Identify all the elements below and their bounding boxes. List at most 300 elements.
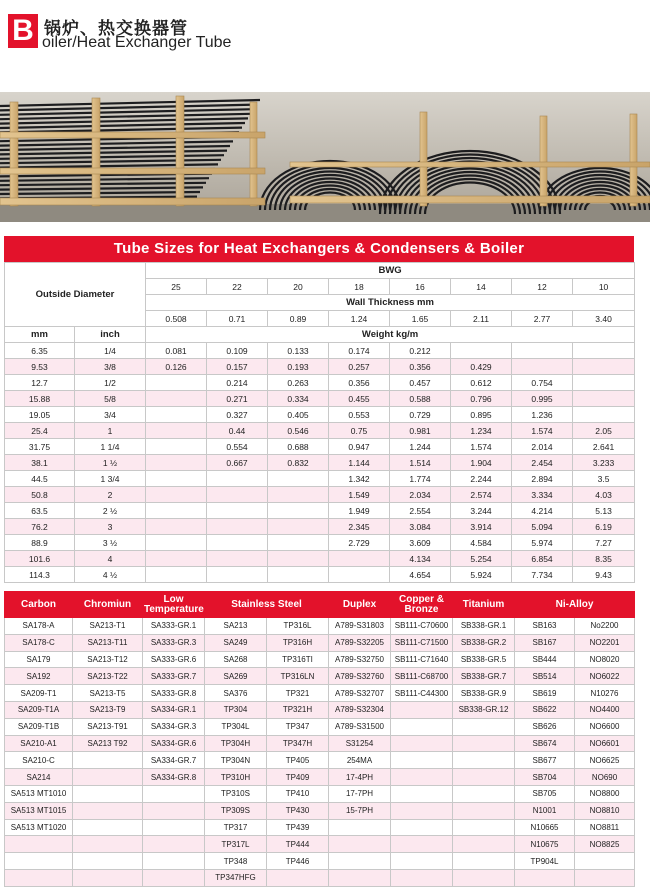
- weight-cell: 2.729: [329, 535, 390, 551]
- material-grade-cell: SB338-GR.1: [453, 618, 515, 635]
- material-grade-cell: SA210-C: [5, 752, 73, 769]
- diameter-mm: 15.88: [5, 391, 75, 407]
- material-grade-cell: SA213-T9: [73, 701, 143, 718]
- weight-cell: 0.981: [390, 423, 451, 439]
- weight-cell: 1.774: [390, 471, 451, 487]
- weight-cell: 2.554: [390, 503, 451, 519]
- weight-cell: 1.514: [390, 455, 451, 471]
- material-grade-cell: N10665: [515, 819, 575, 836]
- material-grade-cell: N10675: [515, 836, 575, 853]
- crate-beam: [0, 198, 265, 205]
- bwg-value: 25: [146, 279, 207, 295]
- material-grade-cell: TP317: [205, 819, 267, 836]
- mm-header: mm: [5, 327, 75, 343]
- material-grade-cell: SB338-GR.9: [453, 685, 515, 702]
- material-grade-cell: [453, 853, 515, 870]
- weight-cell: 1.144: [329, 455, 390, 471]
- material-grade-cell: NO4400: [575, 701, 635, 718]
- wall-thickness-value: 0.71: [207, 311, 268, 327]
- weight-cell: 0.832: [268, 455, 329, 471]
- weight-cell: 1.904: [451, 455, 512, 471]
- material-grade-cell: [391, 769, 453, 786]
- material-grade-cell: 17-4PH: [329, 769, 391, 786]
- weight-cell: 0.588: [390, 391, 451, 407]
- weight-cell: 0.157: [207, 359, 268, 375]
- material-grade-cell: NO6600: [575, 718, 635, 735]
- material-grade-cell: [5, 869, 73, 886]
- weight-cell: [451, 343, 512, 359]
- table-row: [5, 785, 635, 802]
- material-grade-cell: SA334-GR.1: [143, 701, 205, 718]
- weight-cell: 1.574: [512, 423, 573, 439]
- weight-cell: 4.03: [573, 487, 635, 503]
- material-grade-cell: [391, 735, 453, 752]
- weight-cell: 0.44: [207, 423, 268, 439]
- diameter-inch: 3: [75, 519, 146, 535]
- diameter-inch: 3/8: [75, 359, 146, 375]
- outside-diameter-header: Outside Diameter: [5, 263, 146, 327]
- material-grade-cell: SA214: [5, 769, 73, 786]
- weight-cell: 0.612: [451, 375, 512, 391]
- table-row: [5, 487, 635, 503]
- crate-post: [420, 112, 427, 206]
- weight-cell: [207, 471, 268, 487]
- material-grade-cell: SA178-C: [5, 634, 73, 651]
- material-grade-cell: TP317L: [205, 836, 267, 853]
- weight-cell: [146, 535, 207, 551]
- weight-cell: 0.995: [512, 391, 573, 407]
- bwg-value: 12: [512, 279, 573, 295]
- material-grade-cell: [453, 819, 515, 836]
- material-grade-cell: [267, 869, 329, 886]
- material-header: Stainless Steel: [205, 592, 329, 618]
- weight-cell: [573, 343, 635, 359]
- weight-cell: 1.342: [329, 471, 390, 487]
- weight-cell: 1.244: [390, 439, 451, 455]
- weight-cell: 8.35: [573, 551, 635, 567]
- material-grade-cell: TP316L: [267, 618, 329, 635]
- weight-cell: 0.796: [451, 391, 512, 407]
- material-grade-cell: NO6601: [575, 735, 635, 752]
- material-grade-cell: NO8825: [575, 836, 635, 853]
- weight-cell: [268, 471, 329, 487]
- weight-cell: 5.974: [512, 535, 573, 551]
- table-row: [5, 819, 635, 836]
- weight-cell: 5.094: [512, 519, 573, 535]
- material-grade-cell: NO8811: [575, 819, 635, 836]
- weight-cell: 0.429: [451, 359, 512, 375]
- table-row: [5, 423, 635, 439]
- diameter-inch: 3/4: [75, 407, 146, 423]
- material-grade-cell: TP310S: [205, 785, 267, 802]
- material-grade-cell: TP405: [267, 752, 329, 769]
- material-grade-cell: [453, 718, 515, 735]
- diameter-mm: 6.35: [5, 343, 75, 359]
- weight-cell: 0.257: [329, 359, 390, 375]
- material-grade-cell: NO6022: [575, 668, 635, 685]
- material-grade-cell: TP347HFG: [205, 869, 267, 886]
- material-header: Carbon: [5, 592, 73, 618]
- weight-cell: [146, 423, 207, 439]
- diameter-mm: 88.9: [5, 535, 75, 551]
- material-grade-cell: 254MA: [329, 752, 391, 769]
- weight-cell: 0.754: [512, 375, 573, 391]
- material-grade-cell: [5, 853, 73, 870]
- weight-cell: [146, 391, 207, 407]
- material-grade-cell: SB338-GR.12: [453, 701, 515, 718]
- material-grade-cell: A789-S32205: [329, 634, 391, 651]
- crate-beam: [0, 168, 265, 174]
- wall-thickness-header: Wall Thickness mm: [146, 295, 635, 311]
- material-grade-cell: [453, 869, 515, 886]
- weight-cell: 3.5: [573, 471, 635, 487]
- material-grade-cell: [453, 769, 515, 786]
- diameter-mm: 76.2: [5, 519, 75, 535]
- weight-cell: 3.084: [390, 519, 451, 535]
- material-grade-cell: TP321H: [267, 701, 329, 718]
- material-grade-cell: TP316LN: [267, 668, 329, 685]
- material-grade-cell: [143, 802, 205, 819]
- weight-cell: 1.236: [512, 407, 573, 423]
- wall-thickness-value: 2.77: [512, 311, 573, 327]
- material-grade-cell: [453, 785, 515, 802]
- material-grade-cell: [391, 802, 453, 819]
- material-grade-cell: No2200: [575, 618, 635, 635]
- material-grade-cell: A789-S31500: [329, 718, 391, 735]
- weight-cell: [207, 487, 268, 503]
- material-grade-cell: [391, 701, 453, 718]
- table-row: [5, 375, 635, 391]
- wall-thickness-value: 0.508: [146, 311, 207, 327]
- material-grade-cell: [453, 836, 515, 853]
- material-grade-cell: [73, 819, 143, 836]
- weight-cell: [329, 567, 390, 583]
- material-grade-cell: [73, 869, 143, 886]
- weight-cell: [146, 471, 207, 487]
- material-grade-cell: SB338-GR.2: [453, 634, 515, 651]
- material-grade-cell: SA213-T12: [73, 651, 143, 668]
- diameter-mm: 114.3: [5, 567, 75, 583]
- material-grade-cell: SA334-GR.7: [143, 752, 205, 769]
- crate-post: [250, 102, 257, 206]
- wall-thickness-value: 0.89: [268, 311, 329, 327]
- material-grade-cell: TP304: [205, 701, 267, 718]
- weight-cell: 2.345: [329, 519, 390, 535]
- diameter-mm: 31.75: [5, 439, 75, 455]
- diameter-mm: 44.5: [5, 471, 75, 487]
- material-grade-cell: SA333-GR.1: [143, 618, 205, 635]
- material-grade-cell: TP439: [267, 819, 329, 836]
- material-grade-cell: [143, 785, 205, 802]
- material-grade-cell: TP347H: [267, 735, 329, 752]
- material-grade-cell: TP409: [267, 769, 329, 786]
- material-grade-cell: [391, 718, 453, 735]
- weight-cell: 0.405: [268, 407, 329, 423]
- weight-cell: [573, 375, 635, 391]
- material-grade-cell: N10276: [575, 685, 635, 702]
- weight-cell: 0.126: [146, 359, 207, 375]
- material-grade-cell: SA209-T1: [5, 685, 73, 702]
- material-grade-cell: [391, 836, 453, 853]
- material-grade-cell: SB338-GR.7: [453, 668, 515, 685]
- material-grade-cell: TP430: [267, 802, 329, 819]
- material-grade-cell: SA192: [5, 668, 73, 685]
- table-row: [5, 836, 635, 853]
- material-grade-cell: TP410: [267, 785, 329, 802]
- table-row: [5, 869, 635, 886]
- diameter-inch: 3 ½: [75, 535, 146, 551]
- weight-cell: 0.667: [207, 455, 268, 471]
- weight-cell: 0.947: [329, 439, 390, 455]
- weight-cell: 0.327: [207, 407, 268, 423]
- weight-cell: [146, 567, 207, 583]
- diameter-mm: 63.5: [5, 503, 75, 519]
- material-grade-cell: SB626: [515, 718, 575, 735]
- weight-cell: 3.334: [512, 487, 573, 503]
- material-grade-cell: [391, 853, 453, 870]
- weight-cell: 9.43: [573, 567, 635, 583]
- material-grade-table: [4, 591, 635, 887]
- weight-cell: 2.05: [573, 423, 635, 439]
- material-grade-cell: SB619: [515, 685, 575, 702]
- material-grade-cell: TP304L: [205, 718, 267, 735]
- material-grade-cell: SA210-A1: [5, 735, 73, 752]
- material-grade-cell: TP347: [267, 718, 329, 735]
- weight-cell: [207, 519, 268, 535]
- weight-cell: [146, 407, 207, 423]
- material-grade-cell: SB444: [515, 651, 575, 668]
- material-grade-cell: S31254: [329, 735, 391, 752]
- weight-cell: 2.034: [390, 487, 451, 503]
- table-row: [5, 853, 635, 870]
- weight-cell: 0.334: [268, 391, 329, 407]
- material-grade-cell: TP316TI: [267, 651, 329, 668]
- material-grade-cell: [453, 802, 515, 819]
- material-grade-cell: [391, 869, 453, 886]
- weight-cell: [268, 503, 329, 519]
- material-grade-cell: [329, 869, 391, 886]
- material-grade-cell: TP446: [267, 853, 329, 870]
- material-grade-cell: [329, 819, 391, 836]
- material-grade-cell: A789-S32760: [329, 668, 391, 685]
- weight-cell: 0.271: [207, 391, 268, 407]
- bwg-value: 20: [268, 279, 329, 295]
- table-row: [5, 618, 635, 635]
- weight-cell: 0.554: [207, 439, 268, 455]
- material-grade-cell: SA334-GR.6: [143, 735, 205, 752]
- weight-cell: 0.546: [268, 423, 329, 439]
- material-grade-cell: TP309S: [205, 802, 267, 819]
- weight-cell: 7.27: [573, 535, 635, 551]
- weight-cell: 5.254: [451, 551, 512, 567]
- crate-beam: [290, 162, 650, 167]
- weight-cell: 3.609: [390, 535, 451, 551]
- weight-cell: [146, 375, 207, 391]
- weight-cell: 4.584: [451, 535, 512, 551]
- material-grade-cell: [143, 869, 205, 886]
- material-grade-cell: SA209-T1A: [5, 701, 73, 718]
- material-grade-cell: TP904L: [515, 853, 575, 870]
- weight-cell: [146, 439, 207, 455]
- weight-cell: 0.688: [268, 439, 329, 455]
- weight-cell: [207, 551, 268, 567]
- material-grade-cell: [329, 836, 391, 853]
- material-grade-cell: SA513 MT1015: [5, 802, 73, 819]
- wall-thickness-value: 1.65: [390, 311, 451, 327]
- weight-cell: [146, 519, 207, 535]
- weight-cell: 0.457: [390, 375, 451, 391]
- weight-cell: [573, 359, 635, 375]
- weight-cell: 0.081: [146, 343, 207, 359]
- material-grade-cell: TP310H: [205, 769, 267, 786]
- weight-cell: [207, 503, 268, 519]
- material-header: Chromiun: [73, 592, 143, 618]
- material-grade-cell: SB111-C68700: [391, 668, 453, 685]
- section-letter-badge: B: [8, 14, 38, 48]
- material-grade-cell: SA213-T1: [73, 618, 143, 635]
- material-grade-cell: SB622: [515, 701, 575, 718]
- material-grade-cell: NO6625: [575, 752, 635, 769]
- section-title-en: oiler/Heat Exchanger Tube: [42, 34, 232, 51]
- weight-cell: 2.574: [451, 487, 512, 503]
- material-header: Low Temperature: [143, 592, 205, 618]
- weight-cell: [512, 359, 573, 375]
- material-grade-cell: 17-7PH: [329, 785, 391, 802]
- weight-cell: 0.212: [390, 343, 451, 359]
- weight-cell: 2.641: [573, 439, 635, 455]
- diameter-inch: 1 ½: [75, 455, 146, 471]
- material-grade-cell: [515, 869, 575, 886]
- material-header: Duplex: [329, 592, 391, 618]
- material-grade-cell: [143, 819, 205, 836]
- material-grade-cell: SB704: [515, 769, 575, 786]
- material-header: Ni-Alloy: [515, 592, 635, 618]
- weight-cell: [268, 567, 329, 583]
- material-grade-cell: SB514: [515, 668, 575, 685]
- wall-thickness-value: 1.24: [329, 311, 390, 327]
- table-row: [5, 701, 635, 718]
- table-row: [5, 752, 635, 769]
- diameter-inch: 1/2: [75, 375, 146, 391]
- bwg-value: 16: [390, 279, 451, 295]
- weight-cell: 0.729: [390, 407, 451, 423]
- material-grade-cell: [391, 819, 453, 836]
- material-grade-cell: A789-S32750: [329, 651, 391, 668]
- crate-beam: [290, 196, 650, 203]
- bwg-header: BWG: [146, 263, 635, 279]
- material-grade-cell: NO8020: [575, 651, 635, 668]
- weight-cell: 0.109: [207, 343, 268, 359]
- weight-cell: 0.895: [451, 407, 512, 423]
- weight-cell: 0.263: [268, 375, 329, 391]
- material-grade-cell: [73, 785, 143, 802]
- weight-cell: 1.949: [329, 503, 390, 519]
- material-grade-cell: SA209-T1B: [5, 718, 73, 735]
- diameter-inch: 2 ½: [75, 503, 146, 519]
- material-grade-cell: [143, 853, 205, 870]
- material-grade-cell: SA213-T11: [73, 634, 143, 651]
- table-row: [5, 439, 635, 455]
- table-row: [5, 535, 635, 551]
- weight-cell: 4.654: [390, 567, 451, 583]
- material-header: Copper & Bronze: [391, 592, 453, 618]
- material-grade-cell: NO2201: [575, 634, 635, 651]
- diameter-mm: 25.4: [5, 423, 75, 439]
- weight-cell: 0.356: [329, 375, 390, 391]
- crate-post: [10, 102, 18, 206]
- diameter-mm: 9.53: [5, 359, 75, 375]
- material-grade-cell: [5, 836, 73, 853]
- material-grade-cell: SA249: [205, 634, 267, 651]
- material-grade-cell: SA513 MT1010: [5, 785, 73, 802]
- material-grade-cell: TP304N: [205, 752, 267, 769]
- material-grade-cell: SA178-A: [5, 618, 73, 635]
- bwg-value: 10: [573, 279, 635, 295]
- material-grade-cell: [73, 752, 143, 769]
- material-grade-cell: [73, 836, 143, 853]
- table-row: [5, 802, 635, 819]
- crate-post: [540, 116, 547, 206]
- table-row: [5, 735, 635, 752]
- table-row: [5, 471, 635, 487]
- material-grade-cell: NO8810: [575, 802, 635, 819]
- material-grade-cell: TP316H: [267, 634, 329, 651]
- diameter-inch: 4 ½: [75, 567, 146, 583]
- diameter-mm: 19.05: [5, 407, 75, 423]
- table-row: [5, 685, 635, 702]
- weight-cell: 7.734: [512, 567, 573, 583]
- weight-cell: 0.75: [329, 423, 390, 439]
- weight-cell: 3.244: [451, 503, 512, 519]
- weight-cell: 5.924: [451, 567, 512, 583]
- material-grade-cell: SB163: [515, 618, 575, 635]
- weight-cell: 0.174: [329, 343, 390, 359]
- material-grade-cell: NO690: [575, 769, 635, 786]
- table-row: [5, 668, 635, 685]
- material-grade-cell: SA179: [5, 651, 73, 668]
- material-grade-cell: [73, 802, 143, 819]
- weight-cell: 3.233: [573, 455, 635, 471]
- material-grade-cell: [73, 769, 143, 786]
- weight-cell: 0.455: [329, 391, 390, 407]
- table-row: [5, 503, 635, 519]
- material-grade-cell: NO8800: [575, 785, 635, 802]
- diameter-inch: 2: [75, 487, 146, 503]
- diameter-mm: 50.8: [5, 487, 75, 503]
- weight-cell: 1.574: [451, 439, 512, 455]
- wall-thickness-value: 3.40: [573, 311, 635, 327]
- weight-cell: 1.549: [329, 487, 390, 503]
- material-grade-cell: A789-S32707: [329, 685, 391, 702]
- material-grade-cell: SB705: [515, 785, 575, 802]
- material-grade-cell: A789-S31803: [329, 618, 391, 635]
- weight-cell: 3.914: [451, 519, 512, 535]
- weight-cell: 2.894: [512, 471, 573, 487]
- tube-size-table: [4, 262, 635, 583]
- wall-thickness-value: 2.11: [451, 311, 512, 327]
- diameter-inch: 1: [75, 423, 146, 439]
- diameter-inch: 1/4: [75, 343, 146, 359]
- weight-cell: 0.193: [268, 359, 329, 375]
- material-grade-cell: SB677: [515, 752, 575, 769]
- weight-cell: 0.214: [207, 375, 268, 391]
- material-grade-cell: SA268: [205, 651, 267, 668]
- material-grade-cell: SA334-GR.8: [143, 769, 205, 786]
- weight-cell: 4.134: [390, 551, 451, 567]
- material-grade-cell: SB167: [515, 634, 575, 651]
- material-grade-cell: SA333-GR.8: [143, 685, 205, 702]
- material-grade-cell: SA513 MT1020: [5, 819, 73, 836]
